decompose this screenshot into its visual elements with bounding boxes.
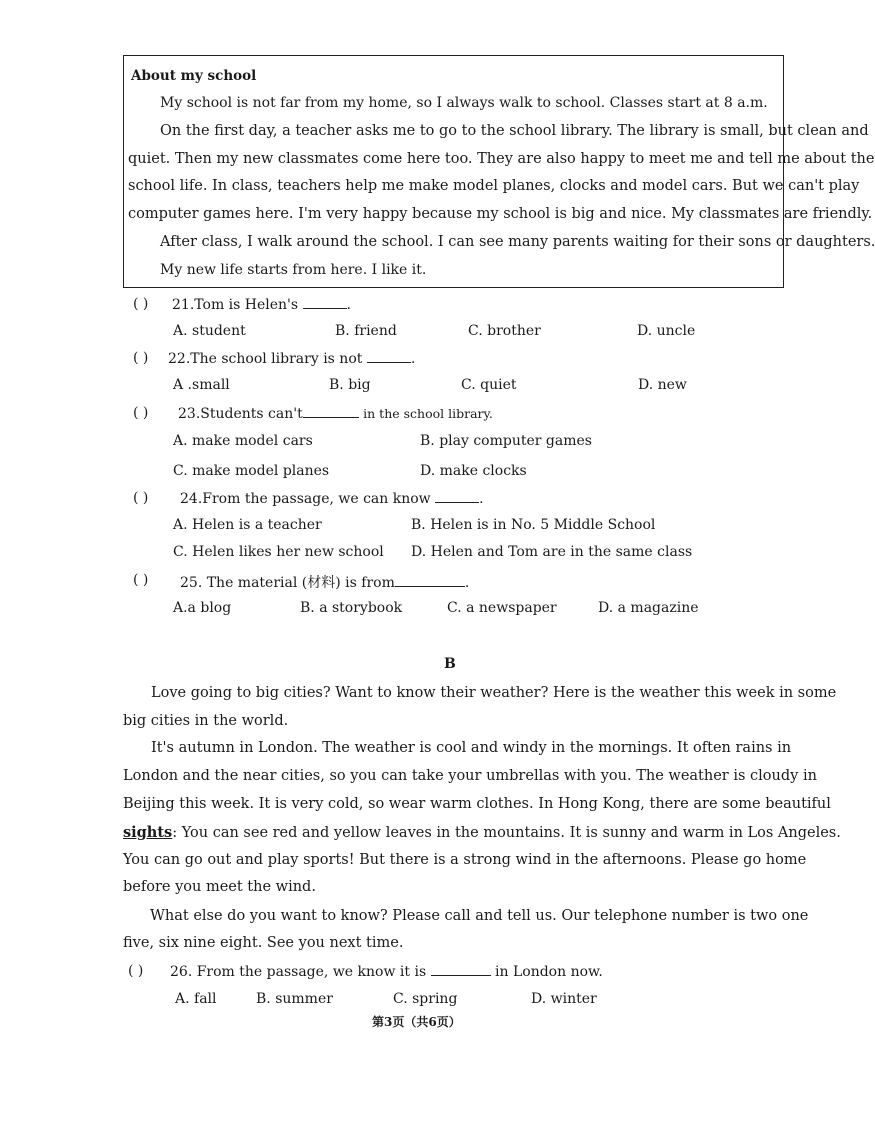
option-b: B. summer — [256, 991, 333, 1007]
passage-line: After class, I walk around the school. I can see many parents waiting for their sons or daughters. — [160, 234, 875, 250]
passage-b-line: five, six nine eight. See you next time. — [123, 935, 404, 951]
option-b: B. a storybook — [300, 600, 403, 616]
passage-b-line: before you meet the wind. — [123, 879, 316, 895]
passage-line: school life. In class, teachers help me make model planes, clocks and model cars. But we can't play — [128, 178, 860, 194]
option-a: A. make model cars — [173, 433, 313, 449]
question-26 — [170, 963, 603, 980]
option-b: B. big — [329, 377, 371, 393]
question-end: in London now. — [495, 964, 603, 980]
question-end: . — [464, 575, 470, 591]
passage-line: quiet. Then my new classmates come here too. They are also happy to meet me and tell me about the — [128, 151, 875, 167]
question-22 — [168, 350, 415, 367]
section-heading: B — [444, 656, 456, 672]
passage-b-line: What else do you want to know? Please call and tell us. Our telephone number is two one — [150, 908, 809, 924]
passage-b-line: You can go out and play sports! But there is a strong wind in the afternoons. Please go home — [123, 852, 807, 868]
answer-paren: ( ) — [133, 350, 149, 366]
option-d: D. new — [638, 377, 687, 393]
page-footer: 第3页（共6页） — [372, 1015, 461, 1029]
option-c: C. quiet — [461, 377, 517, 393]
question-stem: 23.Students can't — [178, 406, 303, 422]
question-end: . — [410, 351, 416, 367]
answer-paren: ( ) — [133, 490, 149, 506]
passage-b-text: : You can see red and yellow leaves in the mountains. It is sunny and warm in Los Angeles. — [172, 825, 841, 841]
question-end: . — [346, 297, 351, 313]
option-c: C. a newspaper — [447, 600, 557, 616]
option-c: C. brother — [468, 323, 541, 339]
option-c: C. spring — [393, 991, 458, 1007]
question-stem: 22.The school library is not — [168, 351, 363, 367]
question-stem: 26. From the passage, we know it is — [170, 964, 427, 980]
passage-b-line: London and the near cities, so you can take your umbrellas with you. The weather is cloudy in — [123, 768, 817, 784]
passage-line: My school is not far from my home, so I always walk to school. Classes start at 8 a.m. — [160, 95, 768, 111]
option-a: A .small — [173, 377, 230, 393]
option-d: D. Helen and Tom are in the same class — [411, 544, 693, 560]
passage-line: On the first day, a teacher asks me to go to the school library. The library is small, but clean and — [160, 123, 869, 139]
question-21 — [172, 296, 351, 313]
question-24 — [180, 490, 484, 507]
question-stem: 25. The material (材料) is from — [180, 575, 395, 591]
answer-blank — [367, 350, 411, 363]
passage-b-line — [123, 824, 841, 841]
answer-paren: ( ) — [133, 296, 149, 312]
answer-blank — [303, 405, 359, 418]
passage-b-line: Beijing this week. It is very cold, so wear warm clothes. In Hong Kong, there are some beautiful — [123, 796, 831, 812]
option-d: D. uncle — [637, 323, 696, 339]
answer-blank — [395, 574, 465, 587]
passage-title: About my school — [131, 68, 257, 84]
passage-line: My new life starts from here. I like it. — [160, 262, 427, 278]
question-stem: 21.Tom is Helen's — [172, 297, 299, 313]
passage-b-line: It's autumn in London. The weather is cool and windy in the mornings. It often rains in — [151, 740, 792, 756]
passage-line: computer games here. I'm very happy because my school is big and nice. My classmates are friendly. — [128, 206, 873, 222]
answer-paren: ( ) — [133, 572, 149, 588]
option-c: C. Helen likes her new school — [173, 544, 384, 560]
option-b: B. play computer games — [420, 433, 592, 449]
answer-paren: ( ) — [133, 405, 149, 421]
answer-paren: ( ) — [128, 963, 144, 979]
option-b: B. friend — [335, 323, 397, 339]
passage-box — [123, 55, 875, 288]
question-25 — [180, 572, 469, 592]
option-a: A.a blog — [173, 600, 232, 616]
answer-blank — [431, 963, 491, 976]
option-d: D. a magazine — [598, 600, 699, 616]
answer-blank — [303, 296, 347, 309]
question-stem: 24.From the passage, we can know — [180, 491, 431, 507]
answer-blank — [435, 490, 479, 503]
passage-b-line: big cities in the world. — [123, 713, 289, 729]
option-a: A. fall — [175, 991, 217, 1007]
underlined-word: sights — [123, 824, 173, 841]
question-23 — [178, 405, 493, 422]
passage-b-line: Love going to big cities? Want to know their weather? Here is the weather this week in some — [151, 685, 837, 701]
option-c: C. make model planes — [173, 463, 330, 479]
option-d: D. make clocks — [420, 463, 527, 479]
option-d: D. winter — [531, 991, 597, 1007]
option-a: A. student — [173, 323, 246, 339]
option-b: B. Helen is in No. 5 Middle School — [411, 517, 656, 533]
option-a: A. Helen is a teacher — [173, 517, 322, 533]
question-end: . — [479, 491, 484, 507]
question-end: in the school library. — [363, 406, 493, 421]
